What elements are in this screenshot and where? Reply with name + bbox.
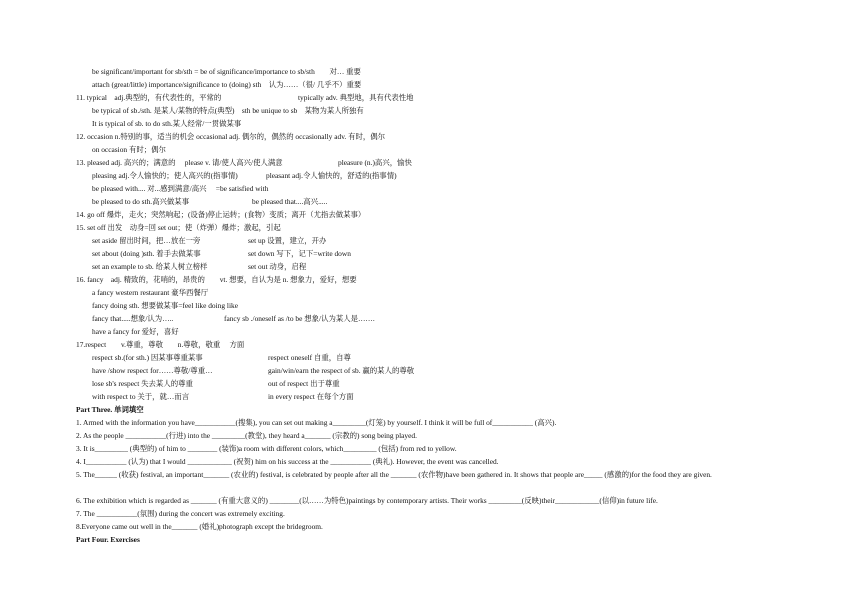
note-line: on occasion 有时；偶尔 (92, 145, 166, 154)
exercise-item: 3. It is_________ (典型的) of him to ________ (装饰)a room with different colors, which_________ (包括) from red to yellow. (76, 444, 457, 453)
section-heading: Part Three. 单词填空 (76, 405, 144, 414)
note-line: be significant/important for sb/sth = be of significance/importance to sb/sth 对… 重要 (92, 67, 361, 76)
note-line: 17.respect v.尊重，尊敬 n.尊敬，敬重 方面 (76, 340, 245, 349)
note-line: 16. fancy adj. 精致的，花哨的，昂贵的 vt. 想要，自认为是 n. 想象力，爱好，想要 (76, 275, 357, 284)
exercise-item: 4. I___________ (认为) that I would ____________ (祝贺) him on his success at the ___________ (典礼). However, the event was cancelled. (76, 457, 499, 466)
note-line: have /show respect for……尊敬/尊重… gain/win/earn the respect of sb. 赢的某人的尊敬 (92, 366, 415, 375)
note-line: 13. pleased adj. 高兴的；满意的 please v. 请/使人高兴/使人满意 pleasure (n.)高兴，愉快 (76, 158, 412, 167)
note-line: 12. occasion n.特别的事，适当的机会 occasional adj. 偶尔的，偶然的 occasionally adv. 有时，偶尔 (76, 132, 386, 141)
note-line: be typical of sb./sth. 是某人/某物的特点(典型) sth be unique to sb 某物为某人所独有 (92, 106, 364, 115)
note-line: set about (doing )sth. 着手去做某事 set down 写下，记下=write down (92, 249, 351, 258)
exercise-item: 8.Everyone came out well in the_______ (婚礼)photograph except the bridegroom. (76, 522, 323, 531)
note-line: 11. typical adj.典型的，有代表性的，平常的 typically adv. 典型地，具有代表性地 (76, 93, 414, 102)
note-line: 15. set off 出发 动身=回 set out；使（炸弹）爆炸；激起，引起 (76, 223, 281, 232)
note-line: lose sb's respect 失去某人的尊重 out of respect 出于尊重 (92, 379, 340, 388)
note-line: set an example to sb. 给某人树立榜样 set out 动身，启程 (92, 262, 307, 271)
exercise-item: 1. Armed with the information you have___________(搜集), you can set out making a_________(灯笼) by yourself. I think it will be full of___________ (高兴). (76, 418, 557, 427)
section-heading: Part Four. Exercises (76, 535, 140, 544)
exercise-item: 2. As the people ___________(行进) into the _________(教堂), they heard a_______ (宗教的) song being played. (76, 431, 417, 440)
note-line: a fancy western restaurant 豪华西餐厅 (92, 288, 209, 297)
exercise-item: 6. The exhibition which is regarded as _______ (有重大意义的) ________(以……为特色)paintings by contemporary artists. Their works _________(反映)their____________(信仰)in future life. (76, 496, 658, 505)
note-line: pleasing adj.令人愉快的；使人高兴的(指事情) pleasant adj.令人愉快的，舒适的(指事情) (92, 171, 397, 180)
note-line: 14. go off 爆炸，走火；突然响起；(设备)停止运转；(食物）变质；离开（尤指去做某事） (76, 210, 366, 219)
exercise-item: 5. The______ (收获) festival, an important_______ (农业的) festival, is celebrated by people after all the _______ (农作物)have been gathered in. It shows that people are_____ (感激的)for the food they are given. (76, 470, 712, 479)
note-line: be pleased to do sth.高兴做某事 be pleased that....高兴..... (92, 197, 328, 206)
note-line: It is typical of sb. to do sth.某人经常/一贯做某事 (92, 119, 242, 128)
note-line: have a fancy for 爱好，喜好 (92, 327, 179, 336)
exercise-item: 7. The ___________(氛围) during the concert was extremely exciting. (76, 509, 285, 518)
note-line: respect sb.(for sth.) 因某事尊重某事 respect oneself 自重，自尊 (92, 353, 351, 362)
note-line: fancy that.....想象/认为….. fancy sb ./oneself as /to be 想象/认为某人是……. (92, 314, 375, 323)
note-line: with respect to 关于，就…而言 in every respect 在每个方面 (92, 392, 354, 401)
note-line: be pleased with.... 对...感到满意/高兴 =be satisfied with (92, 184, 269, 193)
note-line: fancy doing sth. 想要做某事=feel like doing like (92, 301, 239, 310)
note-line: set aside 留出时间，把…放在一旁 set up 设置，建立，开办 (92, 236, 327, 245)
note-line: attach (great/little) importance/significance to (doing) sth 认为……（很/ 几乎不）重要 (92, 80, 362, 89)
